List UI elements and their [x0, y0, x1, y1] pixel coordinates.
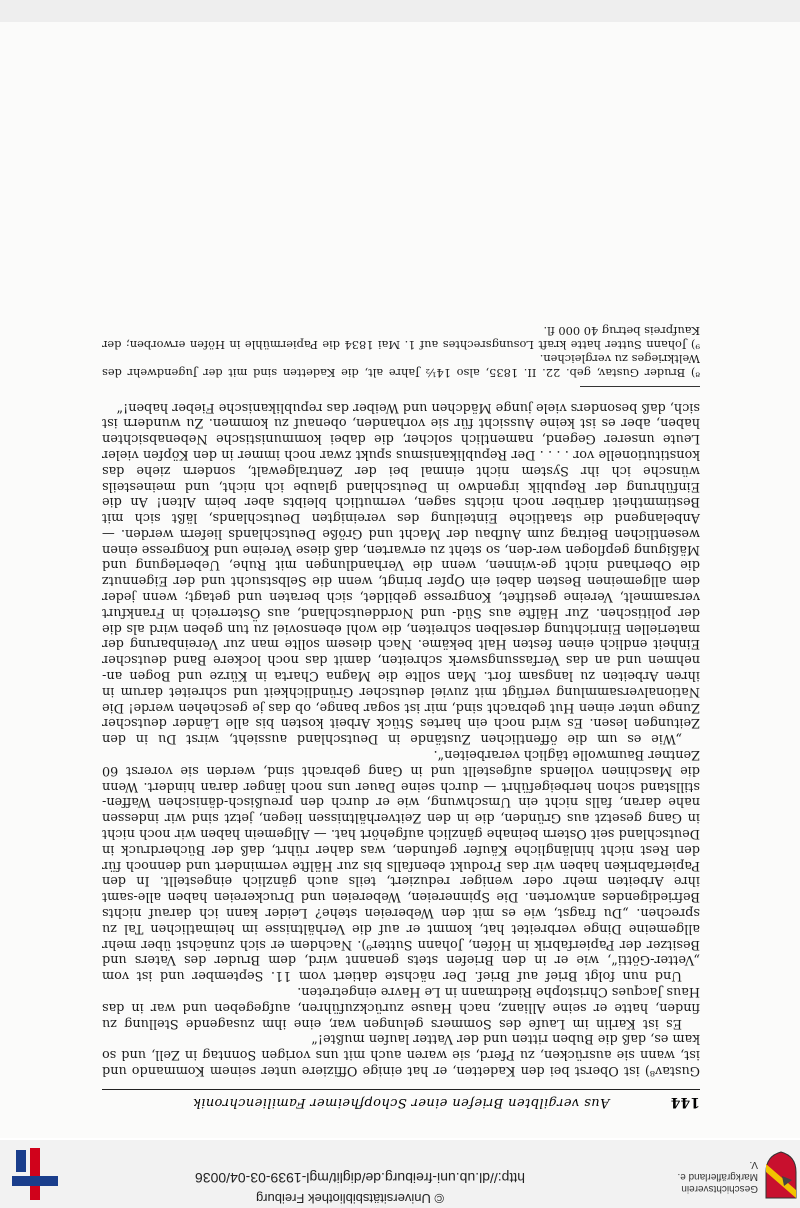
running-title: Aus vergilbten Briefen einer Schopfheimer Familienchronik: [192, 1095, 610, 1110]
footnote: ⁸) Bruder Gustav, geb. 22. II. 1835, also 14½ Jahre alt, die Kadetten sind mit der Jugendwehr des Weltkrieges zu vergleichen.: [102, 351, 700, 380]
running-head: [102, 1089, 700, 1112]
paragraph: Und nun folgt Brief auf Brief. Der nächste datiert vom 11. September und ist vom „Vetter-Götti“, wie er in den Briefen stets genannt wird, dem Bruder des Vaters und Besitzer der Papierfabrik in Höfen, Johann Sutter⁹). Nachdem er sich zunächst über mehr allgemeine Dinge verbreitet hat, kommt er auf die Verhältnisse im heimatlichen Tal zu sprechen. „Du fragst, wie es mit den Webereien stehe? Leider kann ich darauf nichts Befriedigendes antworten. Die Spinnereien, Webereien und Druckereien haben alle-samt ihre Arbeiten mehr oder weniger reduziert, teils auch gänzlich eingestellt. In den Papierfabriken haben wir das Produkt ebenfalls bis zur Hälfte vermindert und dennoch für den Rest nicht hinlängliche Käufer gefunden, was daher rührt, daß der Bücherdruck in Deutschland seit Ostern beinahe gänzlich aufgehört hat. — Allgemein haben wir noch nicht in Gang gesetzt aus Gründen, die in den Zeitverhältnissen liegen, jetzt sind wir indessen nahe daran, falls nicht ein Umschwung, wie er durch den preußisch-dänischen Waffen-stillstand schon herbeigeführt — durch seine Dauer uns noch länger daran hindert. Wenn die Maschinen vollends aufgestellt und in Gang gebracht sind, werden sie vorerst 60 Zentner Baumwolle täglich verarbeiten“.: [102, 747, 700, 984]
society-name: [668, 1158, 758, 1194]
society-crest-icon: [764, 1150, 798, 1202]
society-line-1: Geschichtsverein: [681, 1183, 758, 1194]
viewer-footer-strip: [0, 0, 800, 22]
permalink[interactable]: http://dl.ub.uni-freiburg.de/diglit/mgl-1939-03-04/0036: [195, 1170, 525, 1186]
page-number: 144: [670, 1094, 700, 1110]
university-logo-icon: [8, 1144, 62, 1204]
paragraph: Gustav⁸) ist Oberst bei den Kadetten, er hat einige Offiziere unter seinem Kommando und ist, wann sie ausrücken, zu Pferd, sie waren auch mit uns vorigen Sonntag in Zell, und so kam es, daß die Buben ritten und der Vatter laufen mußte!“: [102, 1031, 700, 1078]
body-text: [102, 324, 700, 1078]
book-page: [0, 22, 800, 1138]
paragraph: „Wie es um die öffentlichen Zustände in Deutschland aussieht, wirst Du in den Zeitungen lesen. Es wird noch ein hartes Stück Arbeit kosten bis alle Länder deutscher Zunge unter einen Hut gebracht sind, mir ist sogar bange, ob das je geschehen werde! Die Nationalversammlung verfügt mit zuviel deutscher Gründlichkeit und schreitet darum in ihren Arbeiten zu langsam fort. Man sollte die Magna Charta in Kürze und Bogen an-nehmen und an das Verfassungswerk schreiten, damit das noch lockere Band deutscher Einheit endlich einen festen Halt bekäme. Nach diesem sollte man zur Vereinbarung der materiellen Einrichtung derselben schreiten, die wohl ebensoviel zu tun geben wird als die der politischen. Zur Hälfte aus Süd- und Norddeutschland, aus Österreich in Frankfurt versammelt, Vereine gestiftet, Kongresse gebildet, sich beraten und getagt; wenn jeder dem allgemeinen Besten dabei ein Opfer bringt, wenn die Selbstsucht und der Eigennutz die Oberhand nicht ge-winnen, wenn die Verhandlungen mit Ruhe, Ueberlegung und Mäßigung gepflogen wer-den, so steht zu erwarten, daß diese Vereine und Kongresse einen wesentlichen Beitrag zum Aufbau der Macht und Größe Deutschlands liefern werden. — Anbelangend die staatliche Einteilung des vereinigten Deutschlands, läßt sich mit Bestimmtheit darüber noch nichts sagen, vermutlich bleibts aber beim Alten! An die Einführung der Republik irgendwo in Deutschland glaube ich nicht, und meinesteils wünsche ich ihr System nicht einmal bei der Zentralgewalt, sondern ziehe das konstitutionelle vor . . . . Der Republikanismus spukt zwar noch immer in den Köpfen vieler Leute unserer Gegend, namentlich solcher, die dabei kommunistische Nebenabsichten haben, aber es ist keine Aussicht für sie vorhanden, obenauf zu kommen. Zu wundern ist sich, daß besonders viele junge Mädchen und Weiber das republikanische Fieber haben!“: [102, 399, 700, 747]
society-line-2: Markgräflerland e. V.: [677, 1159, 758, 1182]
footnote: ⁹) Johann Sutter hatte kraft Losungsrechtes auf 1. Mai 1834 die Papiermühle in Höfen erworben; der Kaufpreis betrug 40 000 fl.: [102, 323, 700, 352]
paragraph: Es ist Karlin im Laufe des Sommers gelungen war, eine ihm zusagende Stellung zu finden, hatte er seine Allianz, nach Hause zurückzuführen, aufgegeben und war in das Haus Jacques Christophe Riedtmann in Le Havre eingetreten.: [102, 984, 700, 1031]
library-credit: © Universitätsbibliothek Freiburg: [255, 1191, 445, 1206]
viewer-header: [0, 1140, 800, 1208]
footnote-rule: [580, 386, 700, 387]
